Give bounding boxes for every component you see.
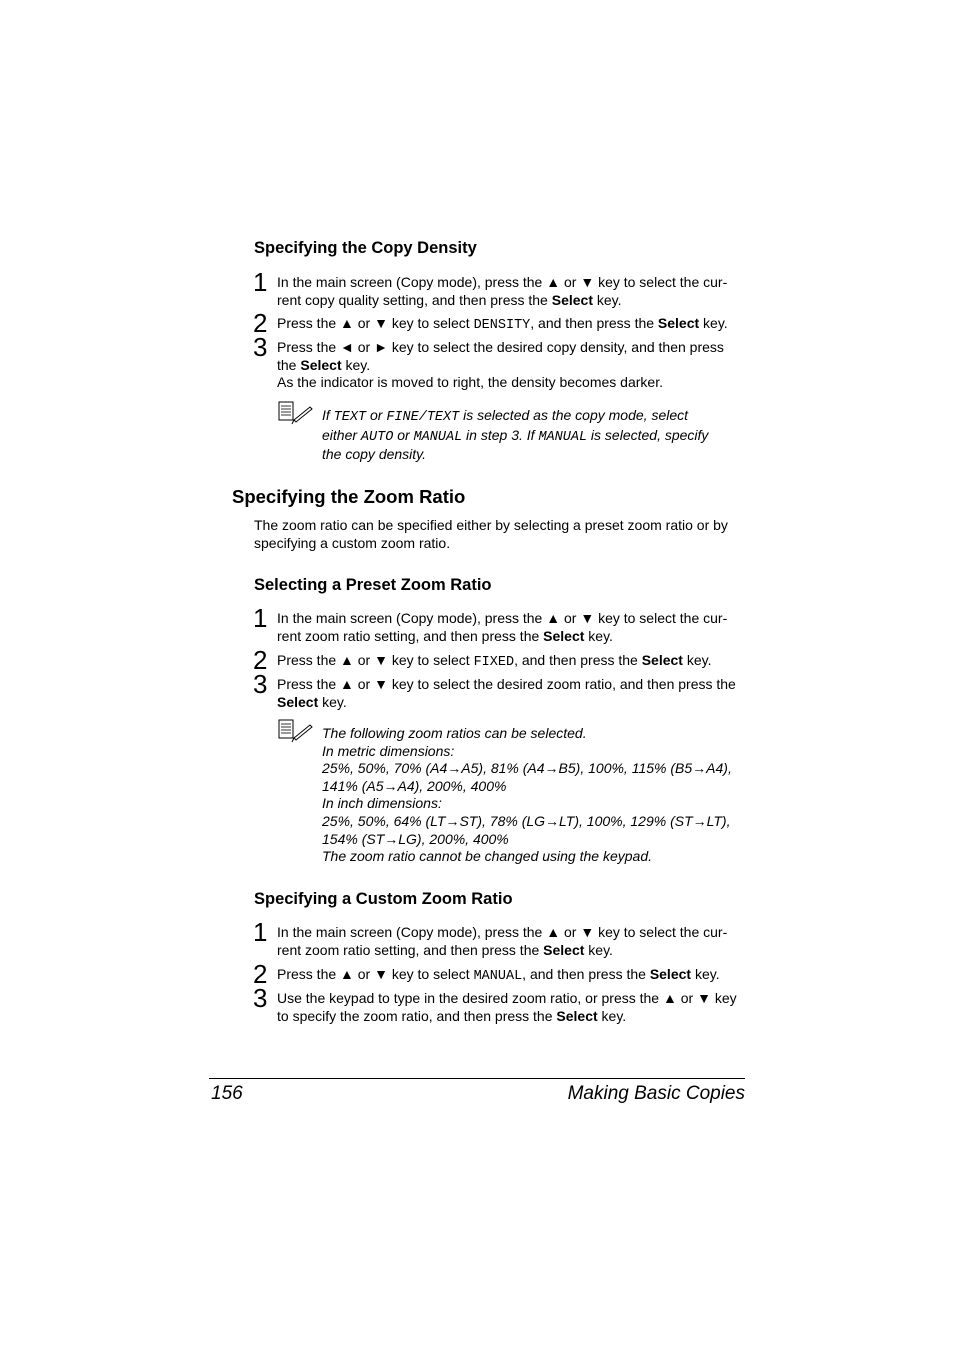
step-line: Use the keypad to type in the desired zoom ratio, or press the ▲ or ▼ key	[277, 990, 737, 1006]
step-number: 1	[253, 917, 268, 947]
step-line: As the indicator is moved to right, the density becomes darker.	[277, 374, 663, 390]
step-number: 3	[253, 669, 268, 699]
section-heading-copy-density: Specifying the Copy Density	[254, 239, 477, 257]
step-number: 2	[253, 959, 268, 989]
note-preset-zoom	[322, 725, 747, 866]
step-number: 1	[253, 603, 268, 633]
step-line: In the main screen (Copy mode), press the ▲ or ▼ key to select the cur-	[277, 610, 728, 626]
paragraph-line: The zoom ratio can be specified either by selecting a preset zoom ratio or by	[254, 517, 728, 533]
note-line: The zoom ratio cannot be changed using the keypad.	[322, 848, 652, 865]
page-number: 156	[211, 1083, 243, 1104]
step-line: rent zoom ratio setting, and then press the Select key.	[277, 627, 613, 644]
paragraph-line: specifying a custom zoom ratio.	[254, 534, 451, 551]
step-line: Select key.	[277, 693, 347, 710]
step-text	[277, 676, 747, 711]
note-line: 141% (A5→A4), 200%, 400%	[322, 777, 507, 794]
step-text: Press the ▲ or ▼ key to select FIXED, and then press the Select key.	[277, 652, 712, 670]
section-heading-preset-zoom: Selecting a Preset Zoom Ratio	[254, 576, 492, 594]
step-line: In the main screen (Copy mode), press the ▲ or ▼ key to select the cur-	[277, 924, 728, 940]
step-text: Press the ▲ or ▼ key to select MANUAL, and then press the Select key.	[277, 966, 720, 984]
section-heading-zoom-ratio: Specifying the Zoom Ratio	[232, 486, 466, 507]
step-number: 2	[253, 645, 268, 675]
note-line: 154% (ST→LG), 200%, 400%	[322, 830, 509, 847]
note-line: either AUTO or MANUAL in step 3. If MANUAL is selected, specify	[322, 426, 709, 445]
step-number: 2	[253, 308, 268, 338]
step-number: 1	[253, 267, 268, 297]
step-text: Press the ▲ or ▼ key to select DENSITY, and then press the Select key.	[277, 315, 728, 333]
note-line: In inch dimensions:	[322, 795, 442, 812]
step-line: to specify the zoom ratio, and then press the Select key.	[277, 1007, 627, 1024]
step-line: the Select key.	[277, 356, 371, 373]
note-copy-density	[322, 407, 747, 464]
step-text	[277, 339, 747, 392]
paragraph	[254, 517, 754, 552]
step-line: rent copy quality setting, and then press the Select key.	[277, 291, 622, 308]
note-pencil-icon	[278, 719, 314, 743]
step-text	[277, 610, 747, 645]
step-text	[277, 990, 747, 1025]
note-line: If TEXT or FINE/TEXT is selected as the copy mode, select	[322, 407, 689, 425]
note-line: 25%, 50%, 64% (LT→ST), 78% (LG→LT), 100%, 129% (ST→LT),	[322, 812, 731, 829]
step-text	[277, 274, 747, 309]
note-line: the copy density.	[322, 446, 427, 463]
step-line: Press the ▲ or ▼ key to select the desired zoom ratio, and then press the	[277, 676, 736, 692]
step-line: In the main screen (Copy mode), press the ▲ or ▼ key to select the cur-	[277, 274, 728, 290]
step-line: Press the ◄ or ► key to select the desired copy density, and then press	[277, 339, 724, 355]
step-line: rent zoom ratio setting, and then press the Select key.	[277, 941, 613, 958]
note-line: In metric dimensions:	[322, 742, 455, 759]
section-heading-custom-zoom: Specifying a Custom Zoom Ratio	[254, 890, 513, 908]
step-number: 3	[253, 332, 268, 362]
chapter-title: Making Basic Copies	[567, 1083, 745, 1104]
note-line: The following zoom ratios can be selected.	[322, 725, 587, 741]
note-pencil-icon	[278, 401, 314, 425]
step-number: 3	[253, 983, 268, 1013]
footer-rule	[209, 1078, 745, 1079]
step-text	[277, 924, 747, 959]
note-line: 25%, 50%, 70% (A4→A5), 81% (A4→B5), 100%, 115% (B5→A4),	[322, 760, 732, 777]
